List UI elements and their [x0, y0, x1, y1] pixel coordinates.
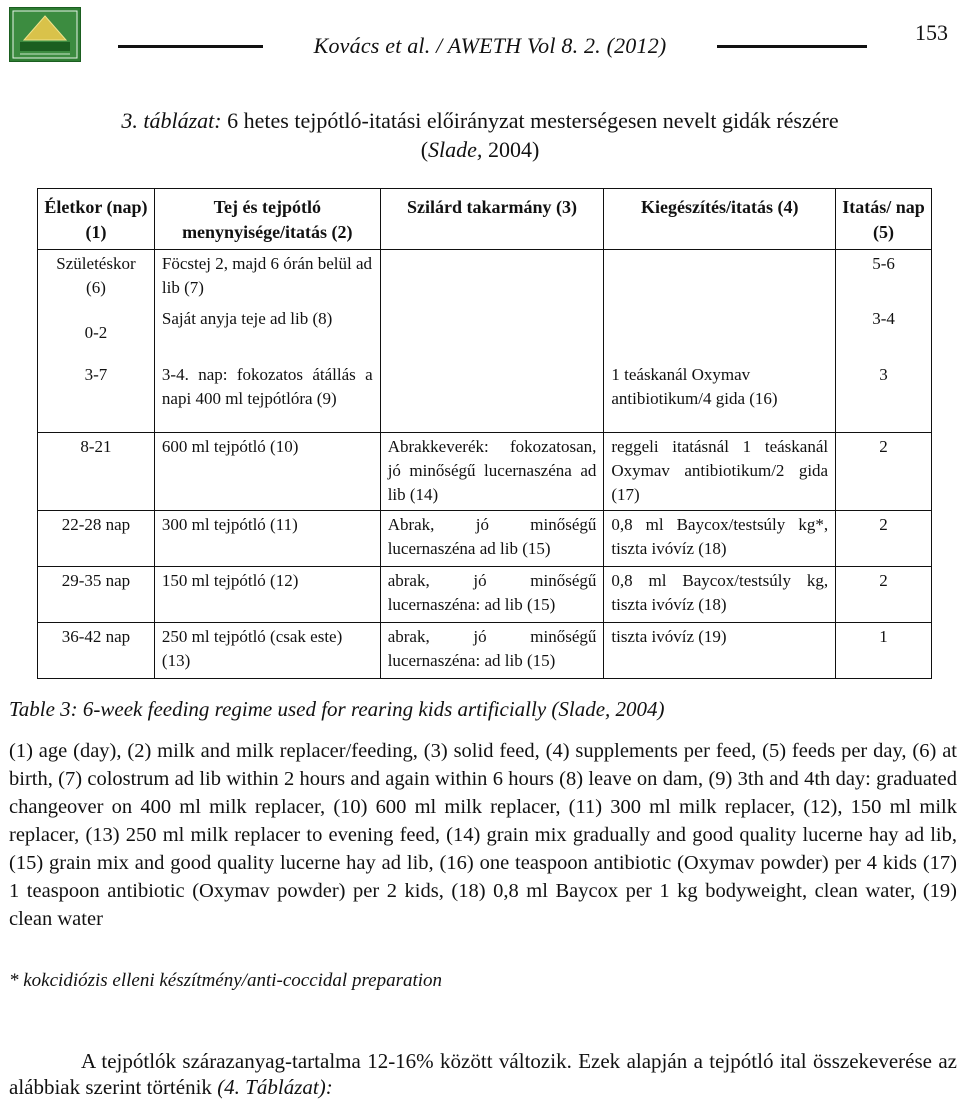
- table-row: [38, 511, 932, 567]
- cell-solid: abrak, jó minőségű lucernaszéna: ad lib (15): [380, 623, 604, 679]
- table-row: [38, 433, 932, 511]
- cell-milk: Föcstej 2, majd 6 órán belül ad lib (7): [154, 250, 380, 305]
- table-caption: [40, 108, 920, 134]
- cell-milk: 600 ml tejpótló (10): [154, 433, 380, 511]
- table-caption-line2: [40, 137, 920, 163]
- header-rule-left: [118, 45, 263, 48]
- cell-supplement: 0,8 ml Baycox/testsúly kg, tiszta ivóvíz (18): [604, 567, 836, 623]
- table-reference: (4. Táblázat):: [217, 1075, 333, 1099]
- body-paragraph: [9, 1048, 957, 1100]
- cell-solid: [380, 250, 604, 305]
- cell-milk: 3-4. nap: fokozatos átállás a napi 400 ml tejpótlóra (9): [154, 361, 380, 433]
- cell-supplement: tiszta ivóvíz (19): [604, 623, 836, 679]
- caption-author: Slade,: [428, 137, 483, 162]
- caption-line1: 6 hetes tejpótló-itatási előirányzat mesterségesen nevelt gidák részére: [227, 108, 839, 133]
- cell-age: Születéskor (6): [38, 250, 155, 305]
- table-row: [38, 623, 932, 679]
- cell-age: 3-7: [38, 361, 155, 433]
- cell-milk: Saját anyja teje ad lib (8): [154, 305, 380, 361]
- cell-feeds: 5-6: [836, 250, 932, 305]
- running-header: Kovács et al. / AWETH Vol 8. 2. (2012): [313, 33, 667, 58]
- cell-supplement: reggeli itatásnál 1 teáskanál Oxymav antibiotikum/2 gida (17): [604, 433, 836, 511]
- feeding-regime-table: [37, 188, 932, 679]
- caption-open-paren: (: [420, 137, 429, 162]
- table-row: [38, 567, 932, 623]
- cell-feeds: 2: [836, 433, 932, 511]
- header-rule-right: [717, 45, 867, 48]
- table-legend: (1) age (day), (2) milk and milk replacer/feeding, (3) solid feed, (4) supplements per feed, (5) feeds per day, (6) at birth, (7) colostrum ad lib within 2 hours and again within 6 hours (8) leave on dam, (9) 3th and 4th day: graduated changeover on 400 ml milk replacer, (10) 600 ml milk replacer, (11) 300 ml milk replacer, (12), 150 ml milk replacer, (13) 250 ml milk replacer to evening feed, (14) grain mix gradually and good quality lucerne hay ad lib, (15) grain mix and good quality lucerne hay ad lib, (16) one teaspoon antibiotic (Oxymav powder) per 4 kids (17) 1 teaspoon antibiotic (Oxymav powder) per 2 kids, (18) 0,8 ml Baycox per 1 kg bodyweight, clean water, (19) clean water: [9, 740, 957, 930]
- caption-year: 2004): [482, 137, 540, 162]
- cell-solid: [380, 305, 604, 361]
- english-table-caption: Table 3: 6-week feeding regime used for rearing kids artificially (Slade, 2004): [9, 697, 665, 721]
- cell-supplement: 1 teáskanál Oxymav antibiotikum/4 gida (16): [604, 361, 836, 433]
- cell-feeds: 3: [836, 361, 932, 433]
- cell-feeds: 1: [836, 623, 932, 679]
- cell-milk: 250 ml tejpótló (csak este) (13): [154, 623, 380, 679]
- cell-solid: Abrak, jó minőségű lucernaszéna ad lib (15): [380, 511, 604, 567]
- col-header-milk: Tej és tejpótló menynyisége/itatás (2): [154, 189, 380, 250]
- table-row: [38, 361, 932, 433]
- col-header-solid: Szilárd takarmány (3): [380, 189, 604, 250]
- cell-age: 22-28 nap: [38, 511, 155, 567]
- logo-graphic: [10, 8, 80, 61]
- cell-milk: 150 ml tejpótló (12): [154, 567, 380, 623]
- cell-age: 8-21: [38, 433, 155, 511]
- table-row: [38, 305, 932, 361]
- caption-prefix: 3. táblázat:: [121, 108, 222, 133]
- cell-solid: Abrakkeverék: fokozatosan, jó minőségű lucernaszéna ad lib (14): [380, 433, 604, 511]
- cell-age: 29-35 nap: [38, 567, 155, 623]
- cell-supplement: [604, 250, 836, 305]
- aweth-logo: [9, 7, 81, 62]
- col-header-age: Életkor (nap) (1): [38, 189, 155, 250]
- table-row: [38, 250, 932, 305]
- body-paragraph-text: A tejpótlók szárazanyag-tartalma 12-16% között változik. Ezek alapján a tejpótló ital összekeverése az alábbiak szerint történik: [9, 1049, 957, 1099]
- cell-feeds: 3-4: [836, 305, 932, 361]
- col-header-supplement: Kiegészítés/itatás (4): [604, 189, 836, 250]
- cell-age: 36-42 nap: [38, 623, 155, 679]
- cell-solid: abrak, jó minőségű lucernaszéna: ad lib (15): [380, 567, 604, 623]
- cell-feeds: 2: [836, 567, 932, 623]
- cell-age: 0-2: [38, 305, 155, 361]
- cell-supplement: 0,8 ml Baycox/testsúly kg*, tiszta ivóvíz (18): [604, 511, 836, 567]
- cell-solid: [380, 361, 604, 433]
- footnote: * kokcidiózis elleni készítmény/anti-coccidal preparation: [9, 970, 443, 991]
- col-header-feeds: Itatás/ nap (5): [836, 189, 932, 250]
- page-number: 153: [915, 20, 948, 45]
- table-header-row: [38, 189, 932, 250]
- cell-supplement: [604, 305, 836, 361]
- cell-feeds: 2: [836, 511, 932, 567]
- cell-milk: 300 ml tejpótló (11): [154, 511, 380, 567]
